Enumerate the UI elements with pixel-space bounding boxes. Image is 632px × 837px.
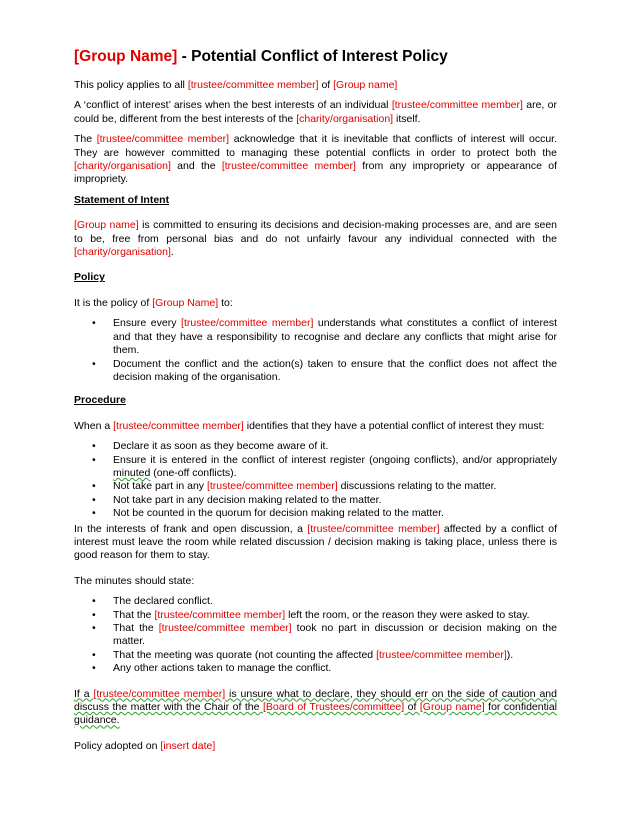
statement-of-intent-heading: Statement of Intent bbox=[74, 193, 170, 206]
text: . bbox=[170, 246, 174, 259]
placeholder: [Board of Trustees/committee] bbox=[262, 701, 405, 714]
text: Policy adopted on bbox=[74, 739, 161, 752]
text: acknowledge that it is inevitable that conflicts of interest will occur. They are however committed to managing these potential conflicts in order to protect both the bbox=[74, 133, 557, 159]
list-item bbox=[113, 609, 557, 622]
text: Ensure it is entered in the conflict of interest register (ongoing conflicts), and/or appropriately bbox=[113, 453, 557, 466]
list-item: • Document the conflict and the action(s) taken to ensure that the conflict does not affect the decision making of the organisation. bbox=[113, 358, 557, 385]
list-item: • The declared conflict. bbox=[113, 595, 557, 608]
list-item: • Not take part in any decision making related to the matter. bbox=[113, 494, 557, 507]
date-placeholder: [insert date] bbox=[160, 739, 216, 752]
list-item: • Declare it as soon as they become aware of it. bbox=[113, 440, 557, 453]
placeholder: [trustee/committee member] bbox=[206, 480, 338, 493]
text: for confidential guidance. bbox=[74, 701, 558, 727]
text: is committed to ensuring its decisions and decision-making processes are, and are seen to be, free from personal bias and do not unfairly favour any individual connected with the bbox=[74, 219, 557, 245]
placeholder: [trustee/committee member] bbox=[154, 608, 286, 621]
text: That the bbox=[113, 622, 159, 634]
minutes-intro-paragraph: The minutes should state: bbox=[74, 574, 195, 587]
list-item: • Not be counted in the quorum for decision making related to the matter. bbox=[113, 507, 557, 520]
policy-intro-paragraph bbox=[74, 297, 557, 310]
placeholder: [trustee/committee member] bbox=[93, 687, 226, 700]
text: The bbox=[74, 133, 97, 146]
placeholder: [trustee/committee member] bbox=[158, 622, 292, 634]
placeholder: [trustee/committee member] bbox=[187, 79, 319, 91]
grammar-flagged-text bbox=[74, 688, 557, 727]
text: of bbox=[404, 701, 420, 714]
placeholder: [Group name] bbox=[419, 701, 485, 714]
placeholder: [trustee/committee member] bbox=[113, 419, 244, 432]
text: Not take part in any bbox=[113, 480, 207, 493]
acknowledge-paragraph bbox=[74, 133, 557, 187]
title-group-placeholder: [Group Name] bbox=[74, 48, 178, 65]
text: took no part in discussion or decision making on the matter. bbox=[113, 622, 557, 648]
text: to: bbox=[218, 296, 233, 309]
document-title bbox=[74, 48, 557, 66]
placeholder: [trustee/committee member] bbox=[96, 133, 230, 146]
minutes-list bbox=[74, 595, 557, 675]
procedure-list bbox=[74, 440, 557, 520]
text: Ensure every bbox=[113, 317, 182, 330]
unsure-paragraph bbox=[74, 688, 557, 728]
placeholder: [charity/organisation] bbox=[296, 112, 394, 125]
text: A ‘conflict of interest’ arises when the best interests of an individual bbox=[74, 99, 392, 112]
placeholder: [trustee/committee member] bbox=[221, 160, 356, 173]
text: When a bbox=[74, 419, 114, 432]
text: ). bbox=[506, 648, 514, 661]
list-item: • Any other actions taken to manage the conflict. bbox=[113, 662, 557, 675]
adopted-paragraph bbox=[74, 740, 557, 753]
text: (one-off conflicts). bbox=[150, 466, 237, 479]
text: is unsure what to declare, they should err on the side of caution and discuss the matter with the Chair of the bbox=[74, 687, 557, 714]
list-item bbox=[113, 622, 557, 649]
text: itself. bbox=[393, 112, 421, 125]
text: It is the policy of bbox=[74, 296, 153, 309]
text: This policy applies to all bbox=[74, 79, 188, 91]
list-item bbox=[113, 317, 557, 357]
policy-list bbox=[74, 317, 557, 384]
definition-paragraph bbox=[74, 99, 557, 126]
list-item bbox=[113, 480, 557, 493]
text: identifies that they have a potential conflict of interest they must: bbox=[243, 419, 545, 432]
text: That the meeting was quorate (not counting the affected bbox=[113, 648, 377, 661]
placeholder: [Group name] bbox=[74, 219, 139, 232]
placeholder: [Group name] bbox=[333, 79, 398, 91]
applies-paragraph bbox=[74, 79, 557, 92]
placeholder: [charity/organisation] bbox=[74, 246, 171, 259]
placeholder: [trustee/committee member] bbox=[307, 522, 440, 535]
placeholder: [trustee/committee member] bbox=[376, 648, 507, 661]
title-text: - Potential Conflict of Interest Policy bbox=[177, 48, 448, 65]
text: That the bbox=[113, 608, 155, 621]
list-item bbox=[113, 454, 557, 481]
frank-discussion-paragraph bbox=[74, 523, 557, 563]
placeholder: [trustee/committee member] bbox=[391, 99, 523, 112]
procedure-heading: Procedure bbox=[74, 394, 126, 407]
list-item bbox=[113, 649, 557, 662]
spelling-flagged-word: minuted bbox=[113, 466, 151, 479]
placeholder: [charity/organisation] bbox=[74, 160, 171, 173]
policy-heading: Policy bbox=[74, 271, 105, 284]
text: of bbox=[318, 79, 334, 91]
placeholder: [Group Name] bbox=[152, 296, 219, 309]
procedure-intro-paragraph bbox=[74, 420, 557, 433]
text: If a bbox=[74, 687, 94, 700]
text: are, or could be, different from the best interests of the bbox=[74, 99, 557, 125]
intent-paragraph bbox=[74, 219, 557, 259]
text: left the room, or the reason they were asked to stay. bbox=[285, 608, 530, 621]
text: understands what constitutes a conflict of interest and that they have a responsibility to recognise and declare any conflicts that might arise for them. bbox=[113, 317, 557, 357]
text: from any impropriety or appearance of impropriety. bbox=[74, 160, 557, 186]
text: and the bbox=[170, 160, 222, 173]
text: affected by a conflict of interest must leave the room while related discussion / decision making is taking place, unless there is good reason for them to stay. bbox=[74, 522, 557, 562]
text: In the interests of frank and open discussion, a bbox=[74, 522, 308, 535]
text: discussions relating to the matter. bbox=[337, 480, 497, 493]
placeholder: [trustee/committee member] bbox=[181, 317, 314, 330]
